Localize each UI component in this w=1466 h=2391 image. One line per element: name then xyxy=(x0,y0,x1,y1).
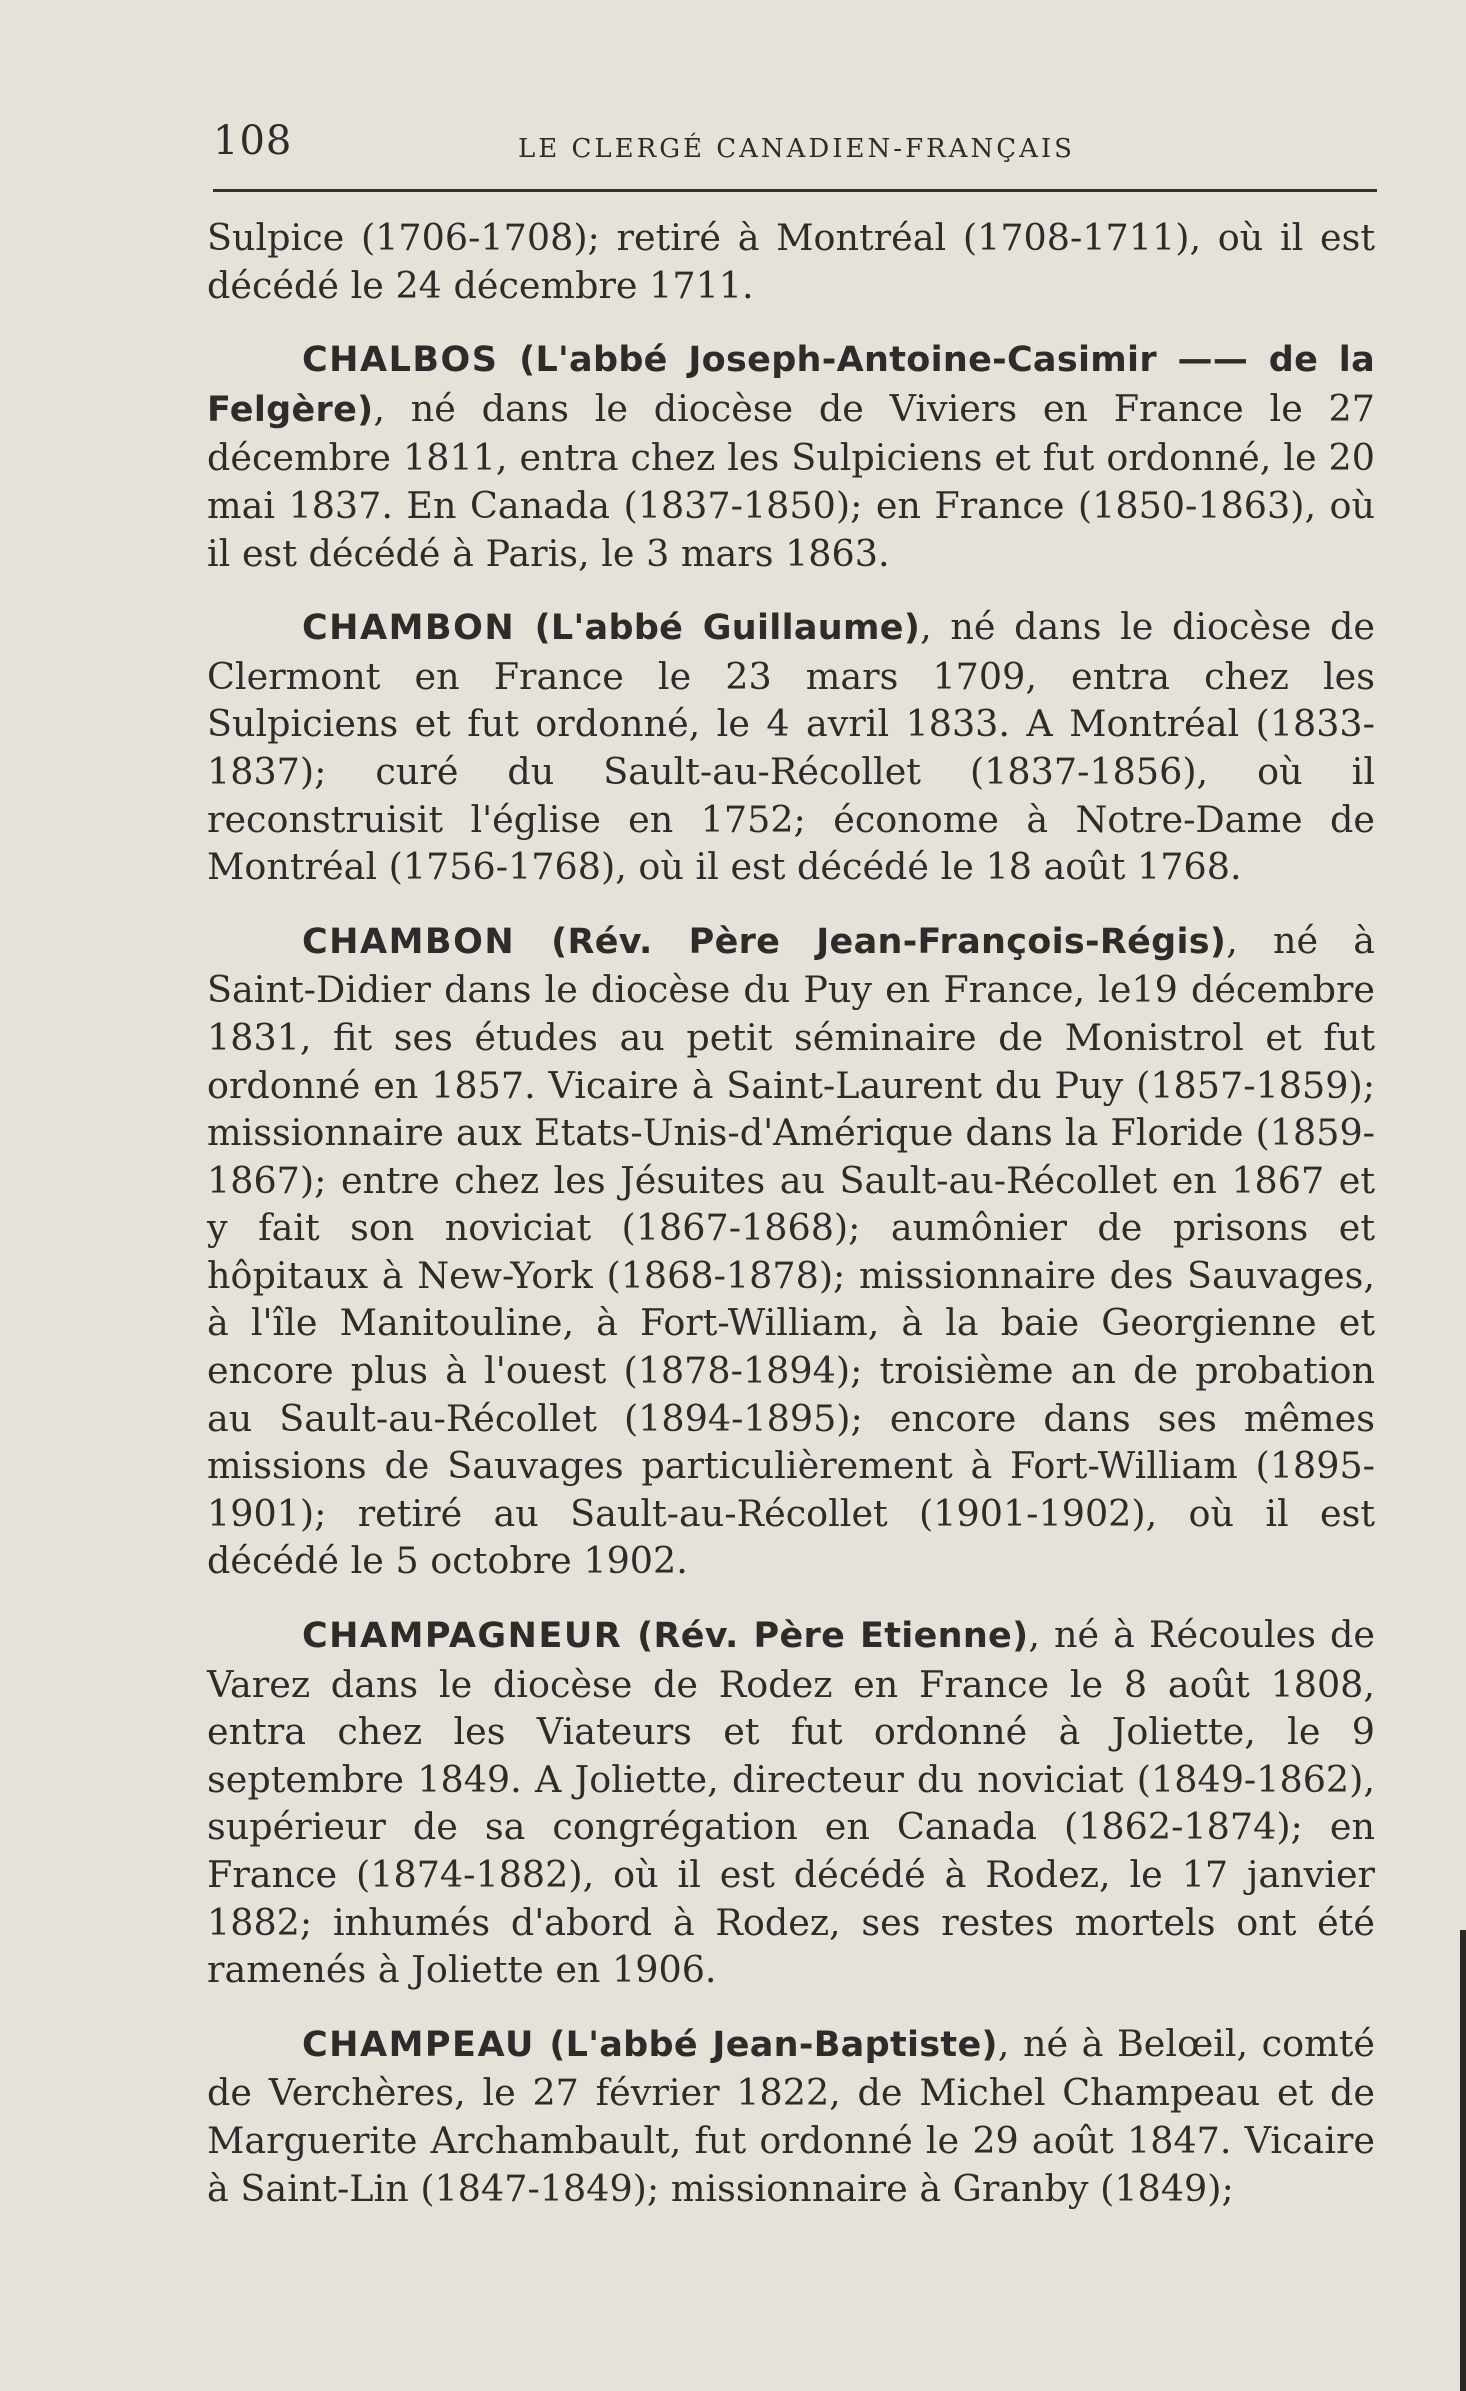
entry-surname: CHAMPEAU xyxy=(302,2024,535,2065)
entry-surname: CHAMBON xyxy=(302,921,516,962)
entry-body: , né à Saint-Didier dans le diocèse du Puy en France, le19 décembre 1831, fit ses études au petit séminaire de Monistrol et fut ordonné en 1857. Vicaire à Saint-Laurent du Puy (1857-1859); missionnaire aux Etats-Unis-d'Amérique dans la Floride (1859-1867); entre chez les Jésuites au Sault-au-Récollet en 1867 et y fait son noviciat (1867-1868); aumônier de prisons et hôpitaux à New-York (1868-1878); missionnaire des Sauvages, à l'île Manitouline, à Fort-William, à la baie Georgienne et encore plus à l'ouest (1878-1894); troisième an de probation au Sault-au-Récollet (1894-1895); encore dans ses mêmes missions de Sauvages particulièrement à Fort-William (1895-1901); retiré au Sault-au-Récollet (1901-1902), où il est décédé le 5 octobre 1902. xyxy=(207,918,1375,1583)
entry-title: (L'abbé Guillaume) xyxy=(515,608,921,649)
entry-body: , né à Récoules de Varez dans le diocèse de Rodez en France le 8 août 1808, entra chez les Viateurs et fut ordonné à Joliette, le 9 septembre 1849. A Joliette, directeur du noviciat (1849-1862), supérieur de sa congrégation en Canada (1862-1874); en France (1874-1882), où il est décédé à Rodez, le 17 janvier 1882; inhumés d'abord à Rodez, ses restes mortels ont été ramenés à Joliette en 1906. xyxy=(207,1613,1376,1992)
entry-body: , né à Belœil, comté de Verchères, le 27 février 1822, de Michel Champeau et de Marguerite Archambault, fut ordonné le 29 août 1847. Vicaire à Saint-Lin (1847-1849); missionnaire à Granby (1849); xyxy=(207,2021,1375,2210)
entry-body: , né dans le diocèse de Viviers en France le 27 décembre 1811, entra chez les Sulpiciens et fut ordonné, le 20 mai 1837. En Canada (1837-1850); en France (1850-1863), où il est décédé à Paris, le 3 mars 1863. xyxy=(207,386,1375,575)
entry-title: (Rév. Père Jean-François-Régis) xyxy=(515,921,1227,962)
entry-surname: CHAMPAGNEUR xyxy=(302,1616,623,1657)
entry-champeau xyxy=(207,2020,1375,2212)
continuation-paragraph: Sulpice (1706-1708); retiré à Montréal (1708-1711), où il est décédé le 24 décembre 1711. xyxy=(207,216,1375,307)
entry-name xyxy=(302,608,920,648)
entry-chambon-jean-francois-regis xyxy=(207,917,1375,1585)
entry-chalbos xyxy=(207,335,1375,577)
header-rule xyxy=(213,189,1377,192)
entry-name xyxy=(302,922,1226,962)
entry-title: (L'abbé Joseph-Antoine-Casimir —— de la Felgère) xyxy=(207,340,1375,430)
running-title: LE CLERGÉ CANADIEN-FRANÇAIS xyxy=(518,134,1075,164)
biography-text xyxy=(207,214,1375,2212)
entry-title: (Rév. Père Etienne) xyxy=(622,1616,1029,1657)
page-header xyxy=(213,118,1377,178)
entry-title: (L'abbé Jean-Baptiste) xyxy=(534,2024,998,2065)
page-number: 108 xyxy=(213,118,293,164)
entry-surname: CHALBOS xyxy=(302,340,499,381)
entry-surname: CHAMBON xyxy=(302,608,516,649)
entry-body: , né dans le diocèse de Clermont en France le 23 mars 1709, entra chez les Sulpiciens et fut ordonné, le 4 avril 1833. A Montréal (1833-1837); curé du Sault-au-Récollet (1837-1856), où il reconstruisit l'église en 1752; économe à Notre-Dame de Montréal (1756-1768), où il est décédé le 18 août 1768. xyxy=(207,605,1375,889)
entry-name xyxy=(302,1616,1028,1656)
entry-champagneur xyxy=(207,1611,1375,1994)
page-edge-shadow xyxy=(1460,1930,1466,2391)
entry-chambon-guillaume xyxy=(207,603,1375,891)
entry-name xyxy=(302,2025,998,2065)
